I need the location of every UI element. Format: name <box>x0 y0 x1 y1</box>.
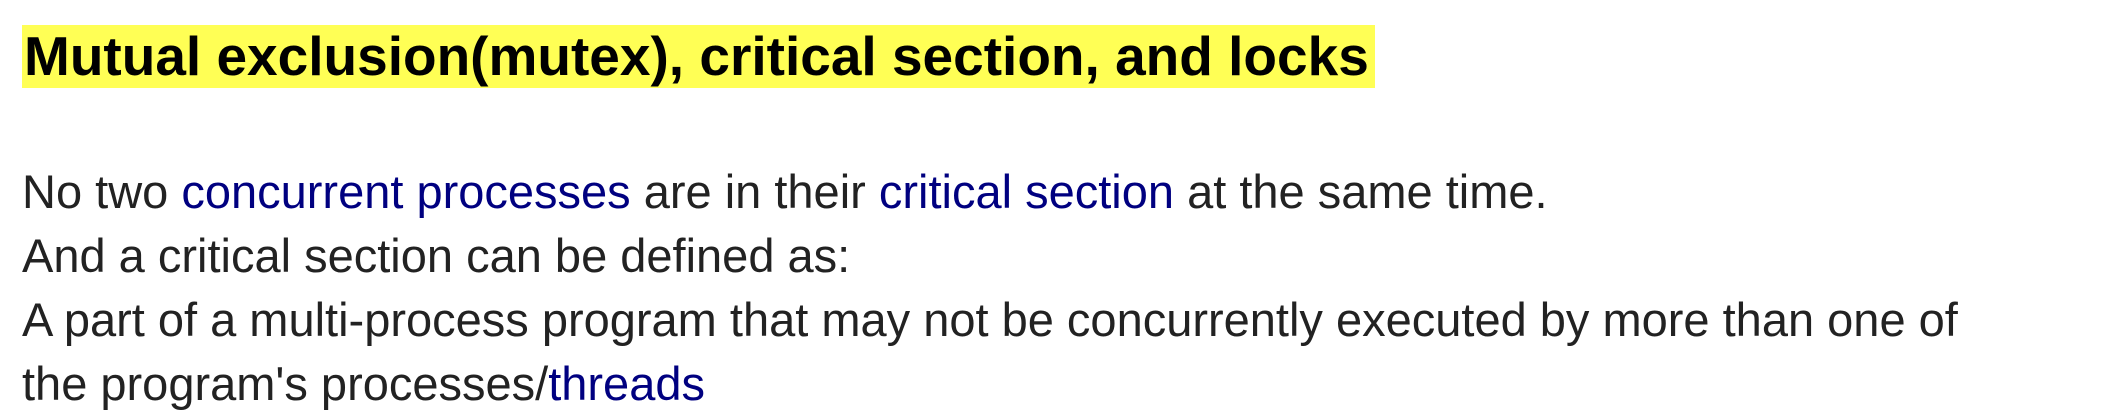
definition-paragraph <box>22 160 2082 416</box>
link-concurrent-processes[interactable]: concurrent processes <box>181 165 631 218</box>
text-line-4 <box>22 352 2082 416</box>
text-line-1 <box>22 160 2082 224</box>
text-segment: at the same time. <box>1174 165 1548 218</box>
text-line-3: A part of a multi-process program that may not be concurrently executed by more than one of <box>22 293 1958 346</box>
text-segment: No two <box>22 165 182 218</box>
text-segment: are in their <box>630 165 879 218</box>
page-title: Mutual exclusion(mutex), critical section, and locks <box>22 25 1375 88</box>
text-segment: the program's processes/ <box>22 357 549 410</box>
link-critical-section[interactable]: critical section <box>878 165 1175 218</box>
link-threads[interactable]: threads <box>548 357 705 410</box>
text-line-2: And a critical section can be defined as: <box>22 229 851 282</box>
